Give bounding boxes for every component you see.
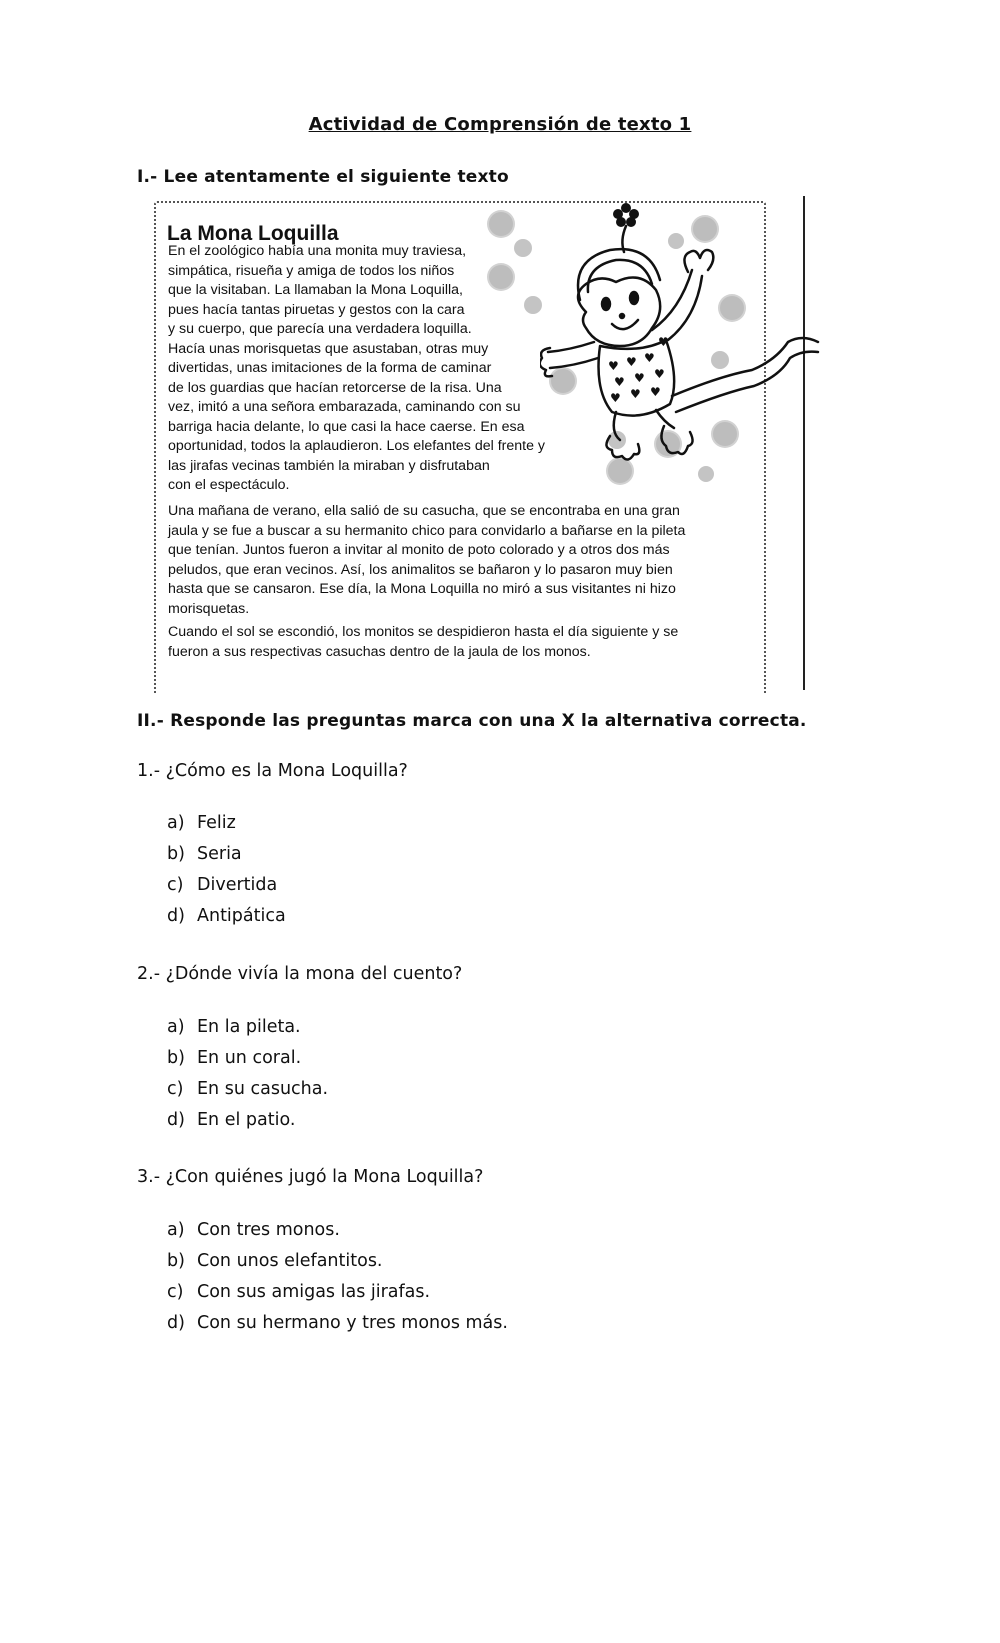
section-2-heading: II.- Responde las preguntas marca con una X la alternativa correcta.	[137, 711, 807, 731]
story-line: simpática, risueña y amiga de todos los niños	[168, 262, 455, 279]
story-line: En el zoológico había una monita muy traviesa,	[168, 243, 467, 259]
story-line: que la visitaban. La llamaban la Mona Loquilla,	[168, 282, 463, 298]
story-line: jaula y se fue a buscar a su hermanito chico para convidarlo a bañarse en la pileta	[168, 522, 686, 539]
svg-text:♥: ♥	[658, 335, 669, 349]
svg-text:♥: ♥	[634, 371, 645, 385]
svg-text:♥: ♥	[630, 387, 641, 401]
option-letter: c)	[167, 1282, 184, 1302]
story-line: divertidas, unas imitaciones de la forma de caminar	[168, 360, 492, 376]
svg-text:♥: ♥	[610, 391, 621, 405]
story-title: La Mona Loquilla	[167, 222, 339, 245]
option-letter: b)	[167, 1251, 185, 1271]
option-text: Feliz	[197, 813, 236, 833]
story-line: pues hacía tantas piruetas y gestos con la cara	[168, 301, 465, 318]
story-line: las jirafas vecinas también la miraban y disfrutaban	[168, 457, 490, 474]
monkey-illustration-icon	[540, 200, 830, 490]
story-line: vez, imitó a una señora embarazada, caminando con su	[168, 399, 521, 415]
story-line: oportunidad, todos la aplaudieron. Los elefantes del frente y	[168, 438, 546, 454]
story-paragraph-1	[168, 242, 545, 496]
option-letter: a)	[167, 813, 185, 833]
story-line: fueron a sus respectivas casuchas dentro de la jaula de los monos.	[168, 643, 591, 660]
worksheet-title: Actividad de Comprensión de texto 1	[308, 114, 692, 135]
option-text: Seria	[197, 844, 242, 864]
story-line: morisquetas.	[168, 600, 250, 617]
option-text: En un coral.	[197, 1048, 302, 1068]
option-3d[interactable]	[167, 1313, 508, 1333]
story-paragraph-3	[168, 623, 678, 662]
option-letter: a)	[167, 1017, 185, 1037]
story-line: hasta que se cansaron. Ese día, la Mona Loquilla no miró a sus visitantes ni hizo	[168, 581, 676, 597]
option-3a[interactable]	[167, 1220, 340, 1240]
story-line: peludos, que eran vecinos. Así, los animalitos se bañaron y lo pasaron muy bien	[168, 561, 673, 578]
option-1c[interactable]	[167, 875, 277, 895]
option-text: Con su hermano y tres monos más.	[197, 1313, 508, 1333]
story-line: de los guardias que hacían retorcerse de la risa. Una	[168, 379, 502, 396]
option-text: En su casucha.	[197, 1079, 329, 1099]
option-1d[interactable]	[167, 906, 286, 926]
svg-text:♥: ♥	[650, 385, 661, 399]
option-text: Con unos elefantitos.	[197, 1251, 383, 1271]
svg-text:♥: ♥	[614, 375, 625, 389]
svg-text:♥: ♥	[654, 367, 665, 381]
option-text: En la pileta.	[197, 1017, 301, 1037]
option-text: Con tres monos.	[197, 1220, 340, 1240]
option-letter: c)	[167, 1079, 184, 1099]
story-line: Una mañana de verano, ella salió de su casucha, que se encontraba en una gran	[168, 503, 680, 519]
option-text: Con sus amigas las jirafas.	[197, 1282, 431, 1302]
option-2a[interactable]	[167, 1017, 301, 1037]
svg-text:♥: ♥	[644, 351, 655, 365]
option-2d[interactable]	[167, 1110, 295, 1130]
story-line: barriga hacia delante, lo que casi la hace caerse. En esa	[168, 418, 525, 435]
option-1a[interactable]	[167, 813, 236, 833]
question-3: 3.- ¿Con quiénes jugó la Mona Loquilla?	[137, 1167, 484, 1187]
option-1b[interactable]	[167, 844, 242, 864]
story-line: Hacía unas morisquetas que asustaban, otras muy	[168, 340, 489, 357]
option-letter: d)	[167, 1110, 185, 1130]
option-3c[interactable]	[167, 1282, 430, 1302]
story-line: con el espectáculo.	[168, 477, 290, 493]
option-3b[interactable]	[167, 1251, 383, 1271]
section-1-heading: I.- Lee atentamente el siguiente texto	[137, 167, 509, 187]
story-paragraph-2	[168, 502, 685, 619]
option-text: Antipática	[197, 906, 286, 926]
svg-text:♥: ♥	[608, 359, 619, 373]
option-letter: b)	[167, 1048, 185, 1068]
option-letter: b)	[167, 844, 185, 864]
question-2: 2.- ¿Dónde vivía la mona del cuento?	[137, 964, 463, 984]
option-letter: a)	[167, 1220, 185, 1240]
svg-text:♥: ♥	[626, 355, 637, 369]
story-line: que tenían. Juntos fueron a invitar al monito de poto colorado y a otros dos más	[168, 542, 670, 558]
story-line: y su cuerpo, que parecía una verdadera loquilla.	[168, 321, 472, 337]
option-letter: d)	[167, 906, 185, 926]
option-text: En el patio.	[197, 1110, 296, 1130]
option-letter: d)	[167, 1313, 185, 1333]
question-1: 1.- ¿Cómo es la Mona Loquilla?	[137, 761, 408, 781]
option-2c[interactable]	[167, 1079, 328, 1099]
option-letter: c)	[167, 875, 184, 895]
story-line: Cuando el sol se escondió, los monitos se despidieron hasta el día siguiente y se	[168, 624, 679, 640]
option-2b[interactable]	[167, 1048, 301, 1068]
option-text: Divertida	[197, 875, 278, 895]
